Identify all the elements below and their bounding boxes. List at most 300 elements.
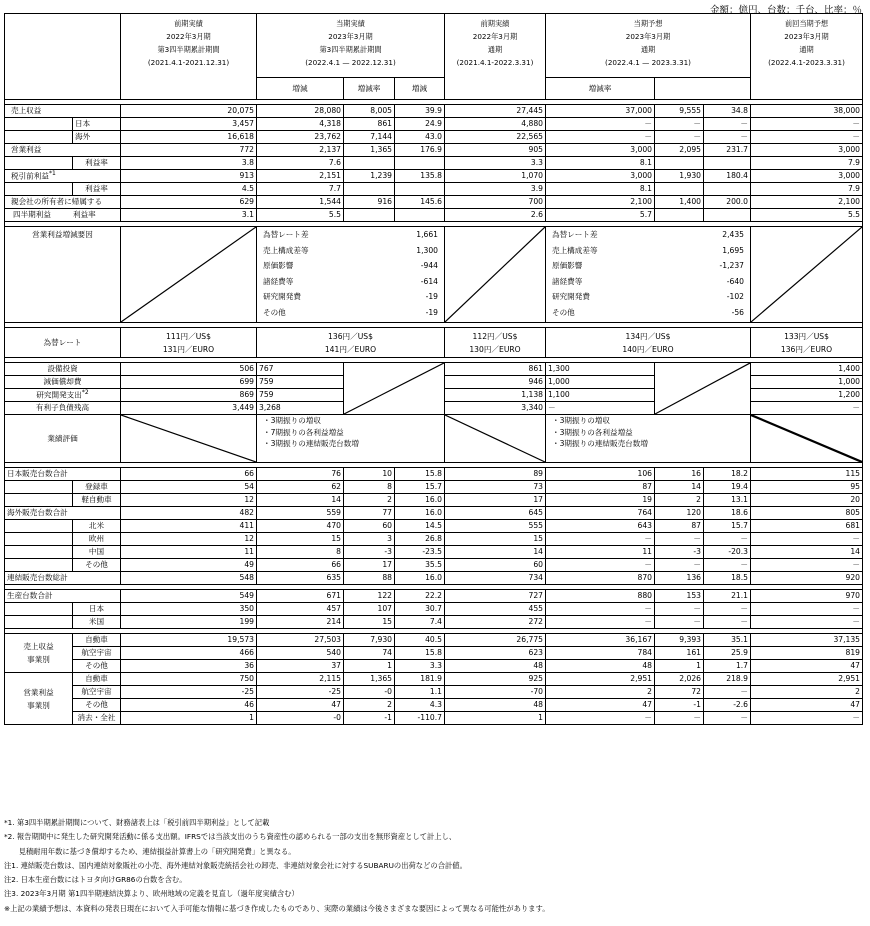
fx-prev_fcst [751, 328, 863, 358]
row-label: 連結販売台数総計 [5, 572, 121, 585]
value-cell: 9,393 [655, 634, 704, 647]
value-cell: － [704, 131, 751, 144]
value-cell: 1.1 [395, 686, 445, 699]
value-cell: 2,151 [257, 170, 344, 183]
header-line: 2022年3月期 [472, 32, 518, 41]
segment-label [5, 673, 73, 725]
factor-item [548, 289, 748, 305]
factor-item [259, 227, 442, 243]
value-cell: － [546, 616, 655, 629]
footnote-line: 注3. 2023年3月期 第1四半期連結決算より、欧州地域の定義を見直し（過年度実績含む） [4, 889, 299, 899]
value-cell: 39.9 [395, 105, 445, 118]
row-label [5, 402, 121, 415]
value-cell: 645 [445, 507, 546, 520]
row-label: 売上収益 [5, 105, 121, 118]
value-cell: 623 [445, 647, 546, 660]
value-cell: 18.2 [704, 468, 751, 481]
value-cell: 14 [445, 546, 546, 559]
value-cell: 16.0 [395, 494, 445, 507]
row-label: 海外販売台数合計 [5, 507, 121, 520]
value-cell: － [546, 559, 655, 572]
table-row [5, 546, 863, 559]
row-label: 自動車 [73, 634, 121, 647]
value-cell: 482 [121, 507, 257, 520]
eval-current [257, 415, 445, 463]
header-prev_fy [445, 14, 546, 100]
factor-name: 諸経費等 [552, 276, 583, 286]
header-line: (2021.4.1-2022.3.31) [456, 58, 534, 67]
value-cell: 1,239 [344, 170, 395, 183]
header-change: 増減 [257, 78, 344, 100]
label-text: 減価償却費 [43, 377, 82, 387]
value-cell [344, 183, 395, 196]
table-row [5, 712, 863, 725]
value-cell: 20 [751, 494, 863, 507]
table-row [5, 572, 863, 585]
value-cell: -0 [344, 686, 395, 699]
factor-value: -19 [425, 307, 438, 317]
value-cell: － [546, 118, 655, 131]
value-cell: 28,080 [257, 105, 344, 118]
factor-item [548, 274, 748, 290]
value-cell: 106 [546, 468, 655, 481]
empty-cell [344, 363, 445, 415]
indent [5, 559, 73, 572]
value-cell: 548 [121, 572, 257, 585]
value-cell: 8.1 [546, 183, 655, 196]
diagonal-slash [445, 415, 545, 462]
table-row [5, 520, 863, 533]
value-cell: 559 [257, 507, 344, 520]
value-cell: 22.2 [395, 590, 445, 603]
value-cell: 24.9 [395, 118, 445, 131]
value-cell: 145.6 [395, 196, 445, 209]
empty-cell [445, 227, 546, 323]
value-cell: 38,000 [751, 105, 863, 118]
value-cell: 5.5 [257, 209, 344, 222]
row-label: 消去・全社 [73, 712, 121, 725]
row-label: 日本 [73, 118, 121, 131]
value-cell: 734 [445, 572, 546, 585]
value-cell: 1,365 [344, 673, 395, 686]
value-cell: － [751, 559, 863, 572]
row-label: 登録車 [73, 481, 121, 494]
value-cell: 30.7 [395, 603, 445, 616]
header-line: 2023年3月期 [784, 32, 829, 41]
value-cell: 19.4 [704, 481, 751, 494]
value-cell: 199 [121, 616, 257, 629]
row-label: 日本販売台数合計 [5, 468, 121, 481]
value-cell: 18.6 [704, 507, 751, 520]
value-cell: 21.1 [704, 590, 751, 603]
row-label [5, 170, 121, 183]
value-cell: 15 [257, 533, 344, 546]
factor-item [259, 305, 442, 321]
value-cell: 1,365 [344, 144, 395, 157]
factor-item [548, 305, 748, 321]
units-note: 金額：億円、台数：千台、比率：％ [709, 5, 862, 16]
value-cell: 10 [344, 468, 395, 481]
value-cell: － [546, 712, 655, 725]
row-label: 航空宇宙 [73, 686, 121, 699]
value-cell: 920 [751, 572, 863, 585]
factor-value: -1,237 [719, 261, 745, 270]
header-line: 前回当期予想 [784, 19, 829, 28]
table-row [5, 131, 863, 144]
footnote-line: *2. 報告期間中に発生した研究開発活動に係る支出額。IFRSでは当該支出のうち資産性の認められる一部の支出を無形資産として計上し、 [4, 832, 457, 842]
row-label: 利益率 [73, 183, 121, 196]
value-cell [344, 209, 395, 222]
row-label: その他 [73, 559, 121, 572]
value-cell: 88 [344, 572, 395, 585]
value-cell: － [704, 616, 751, 629]
indent [5, 494, 73, 507]
factor-value: 2,435 [722, 230, 745, 239]
label-text: 税引前利益 [11, 171, 49, 181]
factor-name: その他 [552, 307, 575, 317]
header-line: 当期実績 [336, 19, 365, 28]
value-cell: -3 [344, 546, 395, 559]
value-cell: 87 [546, 481, 655, 494]
value-cell: 37 [257, 660, 344, 673]
header-change: 増減 [395, 78, 445, 100]
value-cell: 772 [121, 144, 257, 157]
value-cell [395, 157, 445, 170]
table-row [5, 105, 863, 118]
value-cell: 37,135 [751, 634, 863, 647]
value-cell: 3.9 [445, 183, 546, 196]
header-fcst [546, 14, 751, 78]
value-cell: 2,100 [546, 196, 655, 209]
header-prev_q [121, 14, 257, 100]
label-text: 研究開発支出 [36, 390, 82, 400]
footnote-mark: *1 [48, 170, 56, 178]
value-cell: 14.5 [395, 520, 445, 533]
table-row [5, 209, 863, 222]
value-cell: 27,503 [257, 634, 344, 647]
header-line: 通期 [640, 45, 656, 54]
factor-value: -19 [425, 292, 438, 301]
factor-value: -614 [420, 276, 438, 286]
value-cell: 74 [344, 647, 395, 660]
table-row [5, 144, 863, 157]
value-cell: 14 [751, 546, 863, 559]
value-cell: 455 [445, 603, 546, 616]
value-cell: 15.8 [395, 647, 445, 660]
header-line: 第3四半期累計期間 [157, 45, 220, 54]
header-curr_q [257, 14, 445, 78]
row-label: 業績評価 [5, 415, 121, 463]
value-cell: 727 [445, 590, 546, 603]
label-text: 売上収益 [23, 642, 54, 651]
header-line: 通期 [799, 45, 814, 54]
value-cell: － [546, 603, 655, 616]
fx-rate: 111円／US$ [166, 331, 211, 341]
row-label: 欧州 [73, 533, 121, 546]
diagonal-slash [655, 363, 750, 414]
indent [5, 131, 73, 144]
row-label [5, 376, 121, 389]
value-cell: 20,075 [121, 105, 257, 118]
value-cell: 1 [445, 712, 546, 725]
value-cell: 95 [751, 481, 863, 494]
fx-curr_q [257, 328, 445, 358]
value-cell: -23.5 [395, 546, 445, 559]
value-cell: 1,100 [546, 389, 655, 402]
value-cell: 699 [121, 376, 257, 389]
value-cell: 66 [121, 468, 257, 481]
value-cell [655, 209, 704, 222]
eval-item: ・3期振りの増収 [263, 416, 321, 425]
value-cell: 1,930 [655, 170, 704, 183]
indent [5, 520, 73, 533]
table-row [5, 415, 863, 463]
value-cell: 540 [257, 647, 344, 660]
value-cell: 122 [344, 590, 395, 603]
diagonal-slash [344, 363, 444, 414]
value-cell: 549 [121, 590, 257, 603]
value-cell: 3.3 [395, 660, 445, 673]
value-cell: 411 [121, 520, 257, 533]
value-cell: － [751, 616, 863, 629]
eval-item: ・7期振りの各利益増益 [263, 427, 344, 437]
value-cell: 2 [751, 686, 863, 699]
value-cell: 1 [655, 660, 704, 673]
table-row [5, 699, 863, 712]
factor-name: その他 [263, 307, 286, 317]
value-cell: 60 [445, 559, 546, 572]
factor-value: -102 [726, 292, 745, 301]
value-cell: 350 [121, 603, 257, 616]
value-cell: 767 [257, 363, 344, 376]
value-cell: 37,000 [546, 105, 655, 118]
factor-name: 諸経費等 [263, 276, 294, 286]
value-cell: 60 [344, 520, 395, 533]
value-cell: 27,445 [445, 105, 546, 118]
value-cell: 16 [655, 468, 704, 481]
value-cell: 136 [655, 572, 704, 585]
value-cell: 4,880 [445, 118, 546, 131]
value-cell: 23,762 [257, 131, 344, 144]
header-line: 第3四半期累計期間 [319, 45, 382, 54]
value-cell: -25 [257, 686, 344, 699]
diagonal-slash [121, 415, 256, 462]
value-cell: 16,618 [121, 131, 257, 144]
header-line: 前期実績 [174, 19, 203, 28]
value-cell: 3,457 [121, 118, 257, 131]
value-cell: 1,544 [257, 196, 344, 209]
value-cell: 153 [655, 590, 704, 603]
value-cell [395, 183, 445, 196]
value-cell: 11 [121, 546, 257, 559]
row-label: 北米 [73, 520, 121, 533]
value-cell: 115 [751, 468, 863, 481]
table-row [5, 183, 863, 196]
value-cell [344, 157, 395, 170]
value-cell: 35.5 [395, 559, 445, 572]
fx-rate: 131円／EURO [162, 344, 215, 354]
value-cell: 36 [121, 660, 257, 673]
value-cell: 8 [257, 546, 344, 559]
value-cell: 176.9 [395, 144, 445, 157]
value-cell: － [655, 131, 704, 144]
value-cell: 4,318 [257, 118, 344, 131]
value-cell: 1,000 [751, 376, 863, 389]
indent [5, 481, 73, 494]
value-cell: 40.5 [395, 634, 445, 647]
value-cell: 87 [655, 520, 704, 533]
footnote-line: 注1. 連結販売台数は、国内連結対象販社の小売、海外連結対象販売統括会社の卸売、非連結対象会社に対するSUBARUの出荷などの合計値。 [4, 860, 467, 870]
value-cell: 1,400 [751, 363, 863, 376]
table-row [5, 157, 863, 170]
row-label: その他 [73, 699, 121, 712]
value-cell: 35.1 [704, 634, 751, 647]
value-cell: 22,565 [445, 131, 546, 144]
header-line: (2022.4.1 — 2023.3.31) [605, 58, 691, 67]
factor-value: -640 [726, 276, 745, 286]
table-row [5, 196, 863, 209]
row-label: 軽自動車 [73, 494, 121, 507]
value-cell: － [704, 712, 751, 725]
eval-item: ・3期振りの連結販売台数増 [552, 439, 648, 448]
value-cell: 48 [445, 660, 546, 673]
value-cell: 7.6 [257, 157, 344, 170]
factor-item [259, 258, 442, 274]
value-cell: -70 [445, 686, 546, 699]
value-cell: 635 [257, 572, 344, 585]
value-cell: － [704, 118, 751, 131]
label-text: 有利子負債残高 [35, 403, 90, 413]
label-text: 事業別 [27, 655, 50, 664]
value-cell: － [546, 131, 655, 144]
value-cell: 1,070 [445, 170, 546, 183]
value-cell: 272 [445, 616, 546, 629]
value-cell: 2,137 [257, 144, 344, 157]
fx-rate: 136円／US$ [328, 331, 373, 341]
eval-forecast [546, 415, 751, 463]
financial-summary-table [4, 13, 863, 725]
fx-prev_fy [445, 328, 546, 358]
value-cell: － [546, 533, 655, 546]
value-cell: － [751, 402, 863, 415]
header-line: 2023年3月期 [625, 32, 671, 41]
label-text: 営業利益 [23, 687, 54, 697]
value-cell [655, 183, 704, 196]
table-row [5, 494, 863, 507]
row-label: 利益率 [73, 157, 121, 170]
value-cell: 11 [546, 546, 655, 559]
fx-rate: 134円／US$ [625, 331, 671, 341]
table-row [5, 686, 863, 699]
table-row [5, 468, 863, 481]
value-cell: 2,026 [655, 673, 704, 686]
value-cell: 905 [445, 144, 546, 157]
value-cell: 47 [546, 699, 655, 712]
diagonal-slash [445, 227, 545, 322]
header-line: (2021.4.1-2021.12.31) [147, 58, 230, 67]
value-cell: 784 [546, 647, 655, 660]
value-cell: 231.7 [704, 144, 751, 157]
factor-name: 売上構成差等 [552, 245, 598, 255]
value-cell: -3 [655, 546, 704, 559]
value-cell: 26.8 [395, 533, 445, 546]
value-cell: 2,115 [257, 673, 344, 686]
value-cell: 48 [546, 660, 655, 673]
value-cell: 466 [121, 647, 257, 660]
value-cell: 161 [655, 647, 704, 660]
table-row [5, 660, 863, 673]
eval-item: ・3期振りの増収 [552, 416, 610, 425]
value-cell: 12 [121, 533, 257, 546]
value-cell: 700 [445, 196, 546, 209]
value-cell: 869 [121, 389, 257, 402]
value-cell: 76 [257, 468, 344, 481]
factor-name: 為替レート差 [263, 230, 309, 239]
value-cell: 47 [257, 699, 344, 712]
value-cell: 66 [257, 559, 344, 572]
value-cell: 681 [751, 520, 863, 533]
row-label: 営業利益増減要因 [5, 227, 121, 323]
value-cell: 916 [344, 196, 395, 209]
value-cell: 4.3 [395, 699, 445, 712]
header-rate: 増減率 [546, 78, 655, 100]
header-line: 前期実績 [480, 19, 510, 28]
header-line: 2023年3月期 [328, 32, 373, 41]
row-label: 航空宇宙 [73, 647, 121, 660]
value-cell: 19 [546, 494, 655, 507]
value-cell: 34.8 [704, 105, 751, 118]
footnote-line: ※上記の業績予想は、本資料の発表日現在において入手可能な情報に基づき作成したものであり、実際の業績は今後さまざまな要因によって異なる可能性があります。 [4, 903, 550, 913]
value-cell: 555 [445, 520, 546, 533]
value-cell: 3,340 [445, 402, 546, 415]
header-prev_fcst [751, 14, 863, 100]
empty-cell [751, 227, 863, 323]
table-row [5, 363, 863, 376]
fx-prev_q [121, 328, 257, 358]
footnote-mark: *2 [81, 389, 89, 397]
table-row [5, 507, 863, 520]
row-label: その他 [73, 660, 121, 673]
value-cell: 17 [344, 559, 395, 572]
value-cell: 470 [257, 520, 344, 533]
value-cell [655, 157, 704, 170]
header-line: (2022.4.1 — 2022.12.31) [305, 58, 396, 67]
fx-rate: 130円／EURO [469, 344, 521, 354]
value-cell: － [655, 559, 704, 572]
indent [5, 603, 73, 616]
value-cell: 3.8 [121, 157, 257, 170]
value-cell: 15 [344, 616, 395, 629]
indent [5, 533, 73, 546]
empty-cell [121, 227, 257, 323]
fx-rate: 136円／EURO [780, 344, 833, 354]
value-cell: － [751, 603, 863, 616]
fx-rate: 141円／EURO [324, 344, 377, 354]
table-row [5, 328, 863, 358]
value-cell [704, 183, 751, 196]
value-cell: － [704, 559, 751, 572]
value-cell: 3,449 [121, 402, 257, 415]
value-cell: 1,138 [445, 389, 546, 402]
value-cell: 3,000 [751, 144, 863, 157]
table-row [5, 14, 863, 78]
value-cell: 47 [751, 660, 863, 673]
value-cell: 1,000 [546, 376, 655, 389]
segment-label [5, 634, 73, 673]
value-cell: -20.3 [704, 546, 751, 559]
label-text: 事業別 [27, 700, 50, 710]
value-cell: 16.0 [395, 572, 445, 585]
